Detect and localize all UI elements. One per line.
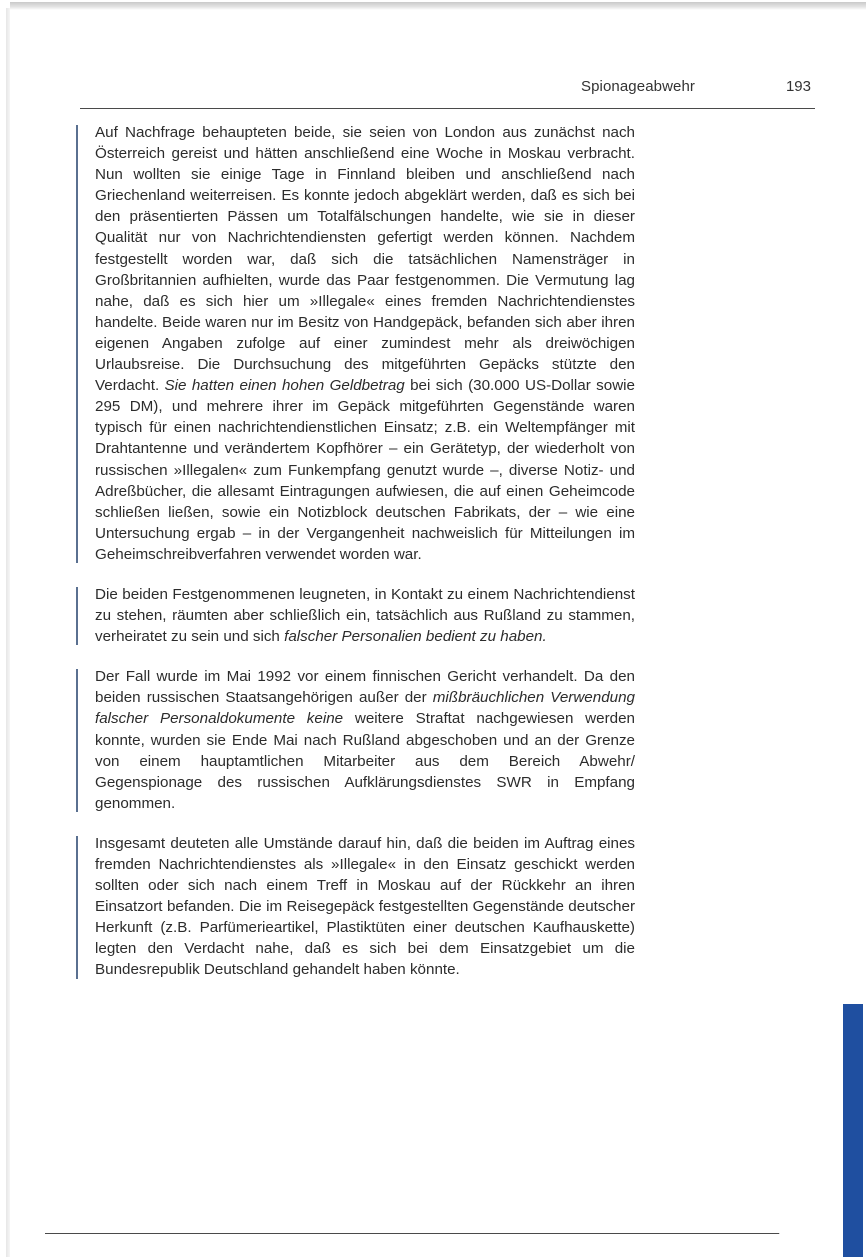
paragraph-3 — [95, 666, 635, 814]
header-rule — [80, 108, 815, 109]
text-segment-italic: Sie hatten einen hohen Geldbetrag — [164, 377, 405, 395]
page-number: 193 — [785, 78, 811, 95]
text-segment-italic: falscher Personalien bedient zu haben. — [284, 628, 547, 646]
text-segment: weitere Straftat nachgewiesen werden konnte, wurden sie Ende Mai nach Rußland abgeschoben und an der Grenze von einem hauptamtlichen Mitarbeiter aus dem Bereich Abwehr/ Gegenspionage des russischen Aufklärungsdienstes SWR in Empfang genommen. — [95, 710, 635, 812]
text-segment: Insgesamt deuteten alle Umstände darauf hin, daß die beiden im Auftrag eines fremden Nachrichtendienstes als »Illegale« in den Einsatz geschickt werden sollten oder sich nach einem Treff in Moskau auf der Rückkehr an ihren Einsatzort befanden. Die im Reisegepäck festgestellten Gegenstände deutscher Herkunft (z.B. Parfümerieartikel, Plastiktüten einer deutschen Kaufhauskette) legten den Verdacht nahe, daß es sich bei dem Einsatzgebiet um die Bundesrepublik Deutschland gehandelt haben könnte. — [95, 834, 635, 979]
paragraph-4 — [95, 833, 635, 981]
margin-bar — [76, 669, 78, 812]
margin-bar — [76, 125, 78, 563]
margin-bar — [76, 836, 78, 979]
body-text — [95, 122, 635, 1000]
text-segment: Die beiden Festgenommenen leugneten, in Kontakt zu einem Nachrichtendienst zu stehen, räumten aber schließlich ein, tatsächlich aus Rußland zu stammen, verheiratet zu sein und sich — [95, 585, 635, 646]
margin-bar — [76, 587, 78, 645]
footer-rule — [45, 1233, 779, 1234]
text-segment: Der Fall wurde im Mai 1992 vor einem finnischen Gericht verhandelt. Da den beiden russischen Staatsangehörigen außer der — [95, 668, 635, 707]
chapter-thumb-tab — [843, 1004, 863, 1257]
running-head — [80, 78, 815, 100]
paragraph-1 — [95, 122, 635, 565]
text-segment-italic: mißbräuchlichen Verwendung falscher Personaldokumente keine — [95, 689, 635, 728]
text-segment: bei sich (30.000 US-Dollar sowie 295 DM), und mehrere ihrer im Gepäck mitgeführten Gegenstände waren typisch für einen nachrichtendienstlichen Einsatz; z.B. ein Weltempfänger mit Drahtantenne und verändertem Kopfhörer – ein Gerätetyp, der wiederholt von russischen »Illegalen« zum Funkempfang genutzt wurde –, diverse Notiz- und Adreßbücher, die allesamt Eintragungen aufwiesen, die auf einen Geheimcode schließen ließen, sowie ein Notizblock deutschen Fabrikats, der – wie eine Untersuchung ergab – in der Vergangenheit nachweislich für Mitteilungen im Geheimschreibverfahren verwendet worden war. — [95, 377, 636, 563]
paragraph-2 — [95, 584, 635, 647]
text-segment: Auf Nachfrage behaupteten beide, sie seien von London aus zunächst nach Österreich gereist und hätten anschließend eine Woche in Moskau verbracht. Nun wollten sie einige Tage in Finnland bleiben und anschließend nach Griechenland weiterreisen. Es konnte jedoch abgeklärt werden, daß es sich bei den präsentierten Pässen um Totalfälschungen handelte, wie sie in dieser Qualität nur von Nachrichtendiensten gefertigt werden können. Nachdem festgestellt worden war, daß sich die tatsächlichen Namensträger in Großbritannien aufhielten, wurde das Paar festgenommen. Die Vermutung lag nahe, daß es sich hier um »Illegale« eines fremden Nachrichtendienstes handelte. Beide waren nur im Besitz von Handgepäck, befanden sich aber ihren eigenen Angaben zufolge auf einer zumindest mehr als dreiwöchigen Urlaubsreise. Die Durchsuchung des mitgeführten Gepäcks stützte den Verdacht. — [95, 124, 635, 395]
running-title: Spionageabwehr — [581, 78, 695, 95]
